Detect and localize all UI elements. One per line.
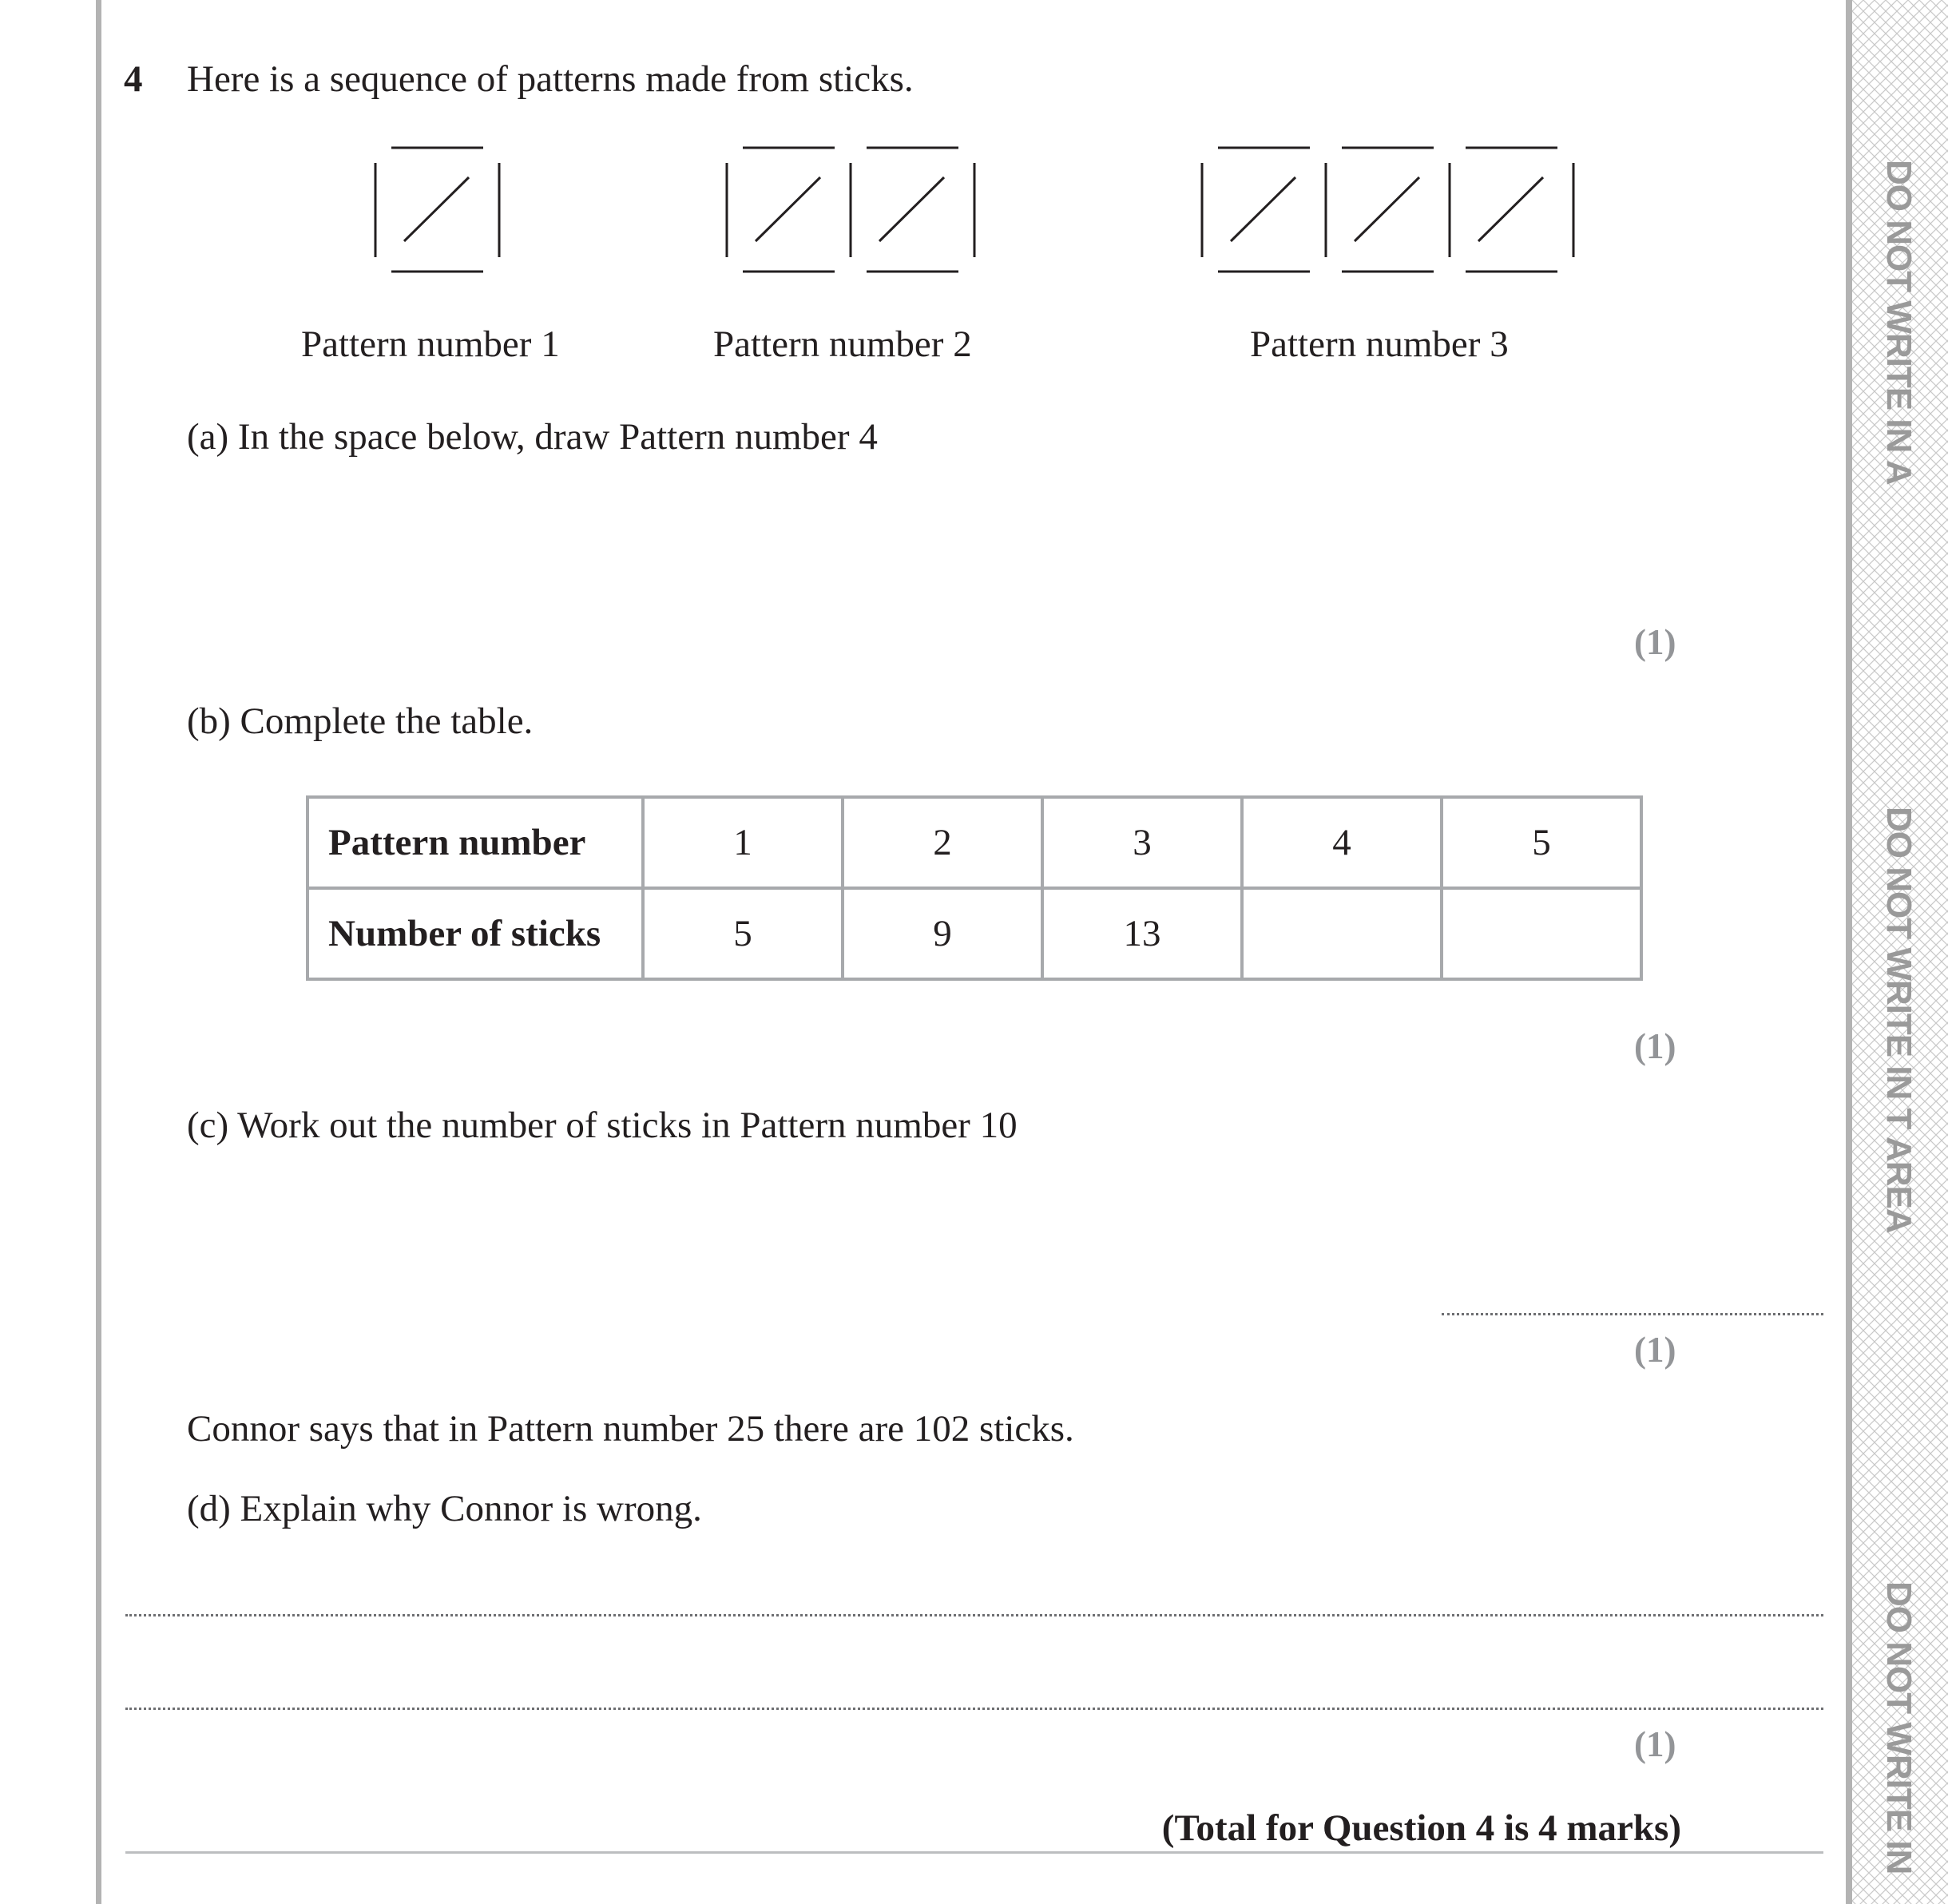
pattern-number-cell: 1	[643, 797, 843, 888]
part-c-text: (c) Work out the number of sticks in Pattern number 10	[187, 1105, 1018, 1146]
stick-diagonal	[1355, 177, 1419, 241]
question-intro: Here is a sequence of patterns made from sticks.	[187, 58, 914, 100]
pattern-3-label: Pattern number 3	[1250, 323, 1509, 365]
part-d-mark: (1)	[1634, 1724, 1676, 1764]
question-end-rule	[125, 1851, 1823, 1854]
stick-diagonal	[404, 177, 469, 241]
sticks-cell: 5	[643, 888, 843, 979]
pattern-1-figure	[375, 148, 499, 272]
stick-diagonal	[1478, 177, 1543, 241]
row-header-number-of-sticks: Number of sticks	[307, 888, 643, 979]
part-d-answer-line-2[interactable]	[125, 1708, 1823, 1710]
part-d-text: (d) Explain why Connor is wrong.	[187, 1488, 702, 1529]
part-d-answer-line-1[interactable]	[125, 1614, 1823, 1616]
pattern-1-label: Pattern number 1	[301, 323, 560, 365]
sticks-answer-cell-5[interactable]	[1442, 888, 1641, 979]
part-b-text: (b) Complete the table.	[187, 700, 534, 742]
pattern-3-figure	[1202, 148, 1573, 272]
sticks-table	[306, 795, 1643, 981]
pattern-2-figure	[727, 148, 974, 272]
question-total: (Total for Question 4 is 4 marks)	[1161, 1807, 1681, 1849]
connor-statement: Connor says that in Pattern number 25 there are 102 sticks.	[187, 1408, 1074, 1450]
pattern-number-cell: 2	[843, 797, 1042, 888]
part-a-text: (a) In the space below, draw Pattern number 4	[187, 416, 878, 458]
part-b-mark: (1)	[1634, 1026, 1676, 1066]
stick-diagonal	[879, 177, 944, 241]
pattern-number-cell: 4	[1242, 797, 1442, 888]
stick-diagonal	[756, 177, 820, 241]
table-row-pattern-number	[307, 797, 1641, 888]
part-c-answer-line[interactable]	[1442, 1313, 1823, 1315]
pattern-number-cell: 3	[1042, 797, 1242, 888]
stick-patterns-figure	[0, 0, 1948, 319]
row-header-pattern-number: Pattern number	[307, 797, 643, 888]
sticks-cell: 13	[1042, 888, 1242, 979]
question-number: 4	[124, 58, 143, 100]
sticks-cell: 9	[843, 888, 1042, 979]
stick-diagonal	[1231, 177, 1295, 241]
sticks-answer-cell-4[interactable]	[1242, 888, 1442, 979]
table-row-number-of-sticks	[307, 888, 1641, 979]
part-a-mark: (1)	[1634, 622, 1676, 662]
part-c-mark: (1)	[1634, 1330, 1676, 1370]
pattern-number-cell: 5	[1442, 797, 1641, 888]
pattern-2-label: Pattern number 2	[713, 323, 972, 365]
